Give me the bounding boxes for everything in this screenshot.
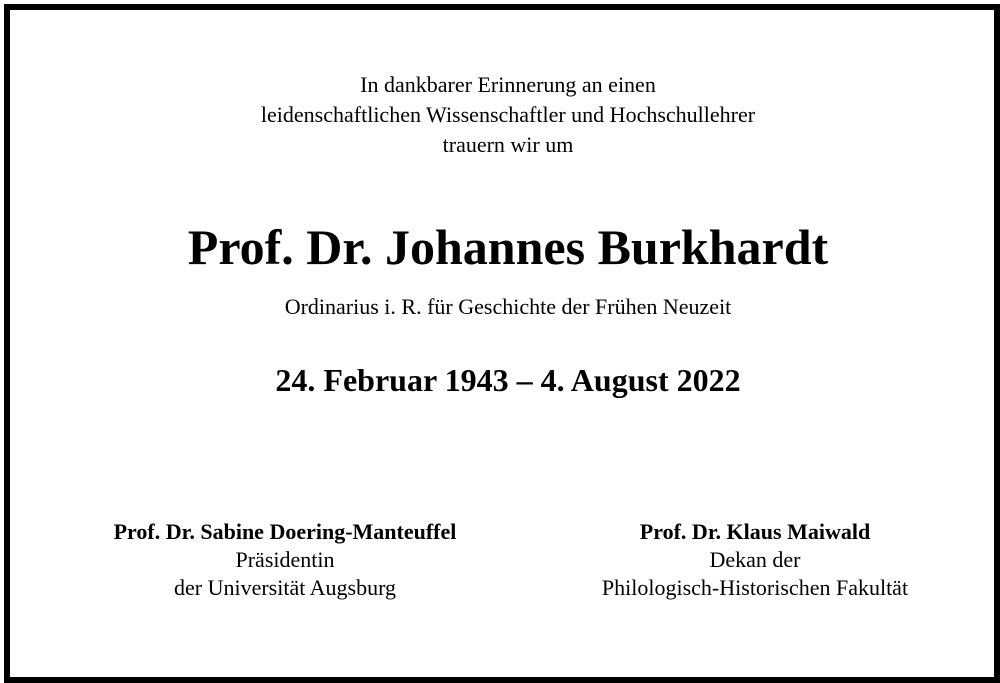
signatory-title-line-1: Dekan der <box>709 547 801 572</box>
deceased-role: Ordinarius i. R. für Geschichte der Frühen Neuzeit <box>284 294 732 319</box>
signatory-name: Prof. Dr. Klaus Maiwald <box>639 519 871 544</box>
intro-line-2: leidenschaftlichen Wissenschaftler und Hochschullehrer <box>260 102 756 127</box>
intro-text <box>10 70 1000 160</box>
deceased-name: Prof. Dr. Johannes Burkhardt <box>187 219 829 275</box>
life-dates: 24. Februar 1943 – 4. August 2022 <box>275 362 741 398</box>
intro-line-3: trauern wir um <box>442 132 574 157</box>
signatory-title-line-2: Philologisch-Historischen Fakultät <box>601 575 909 600</box>
signatory-name: Prof. Dr. Sabine Doering-Manteuffel <box>113 519 457 544</box>
signatory-title-line-1: Präsidentin <box>235 547 335 572</box>
signatory-title-line-2: der Universität Augsburg <box>173 575 396 600</box>
obituary-frame <box>4 4 1000 683</box>
intro-line-1: In dankbarer Erinnerung an einen <box>360 72 656 97</box>
signatory-left <box>50 518 520 602</box>
signatory-right <box>520 518 990 602</box>
